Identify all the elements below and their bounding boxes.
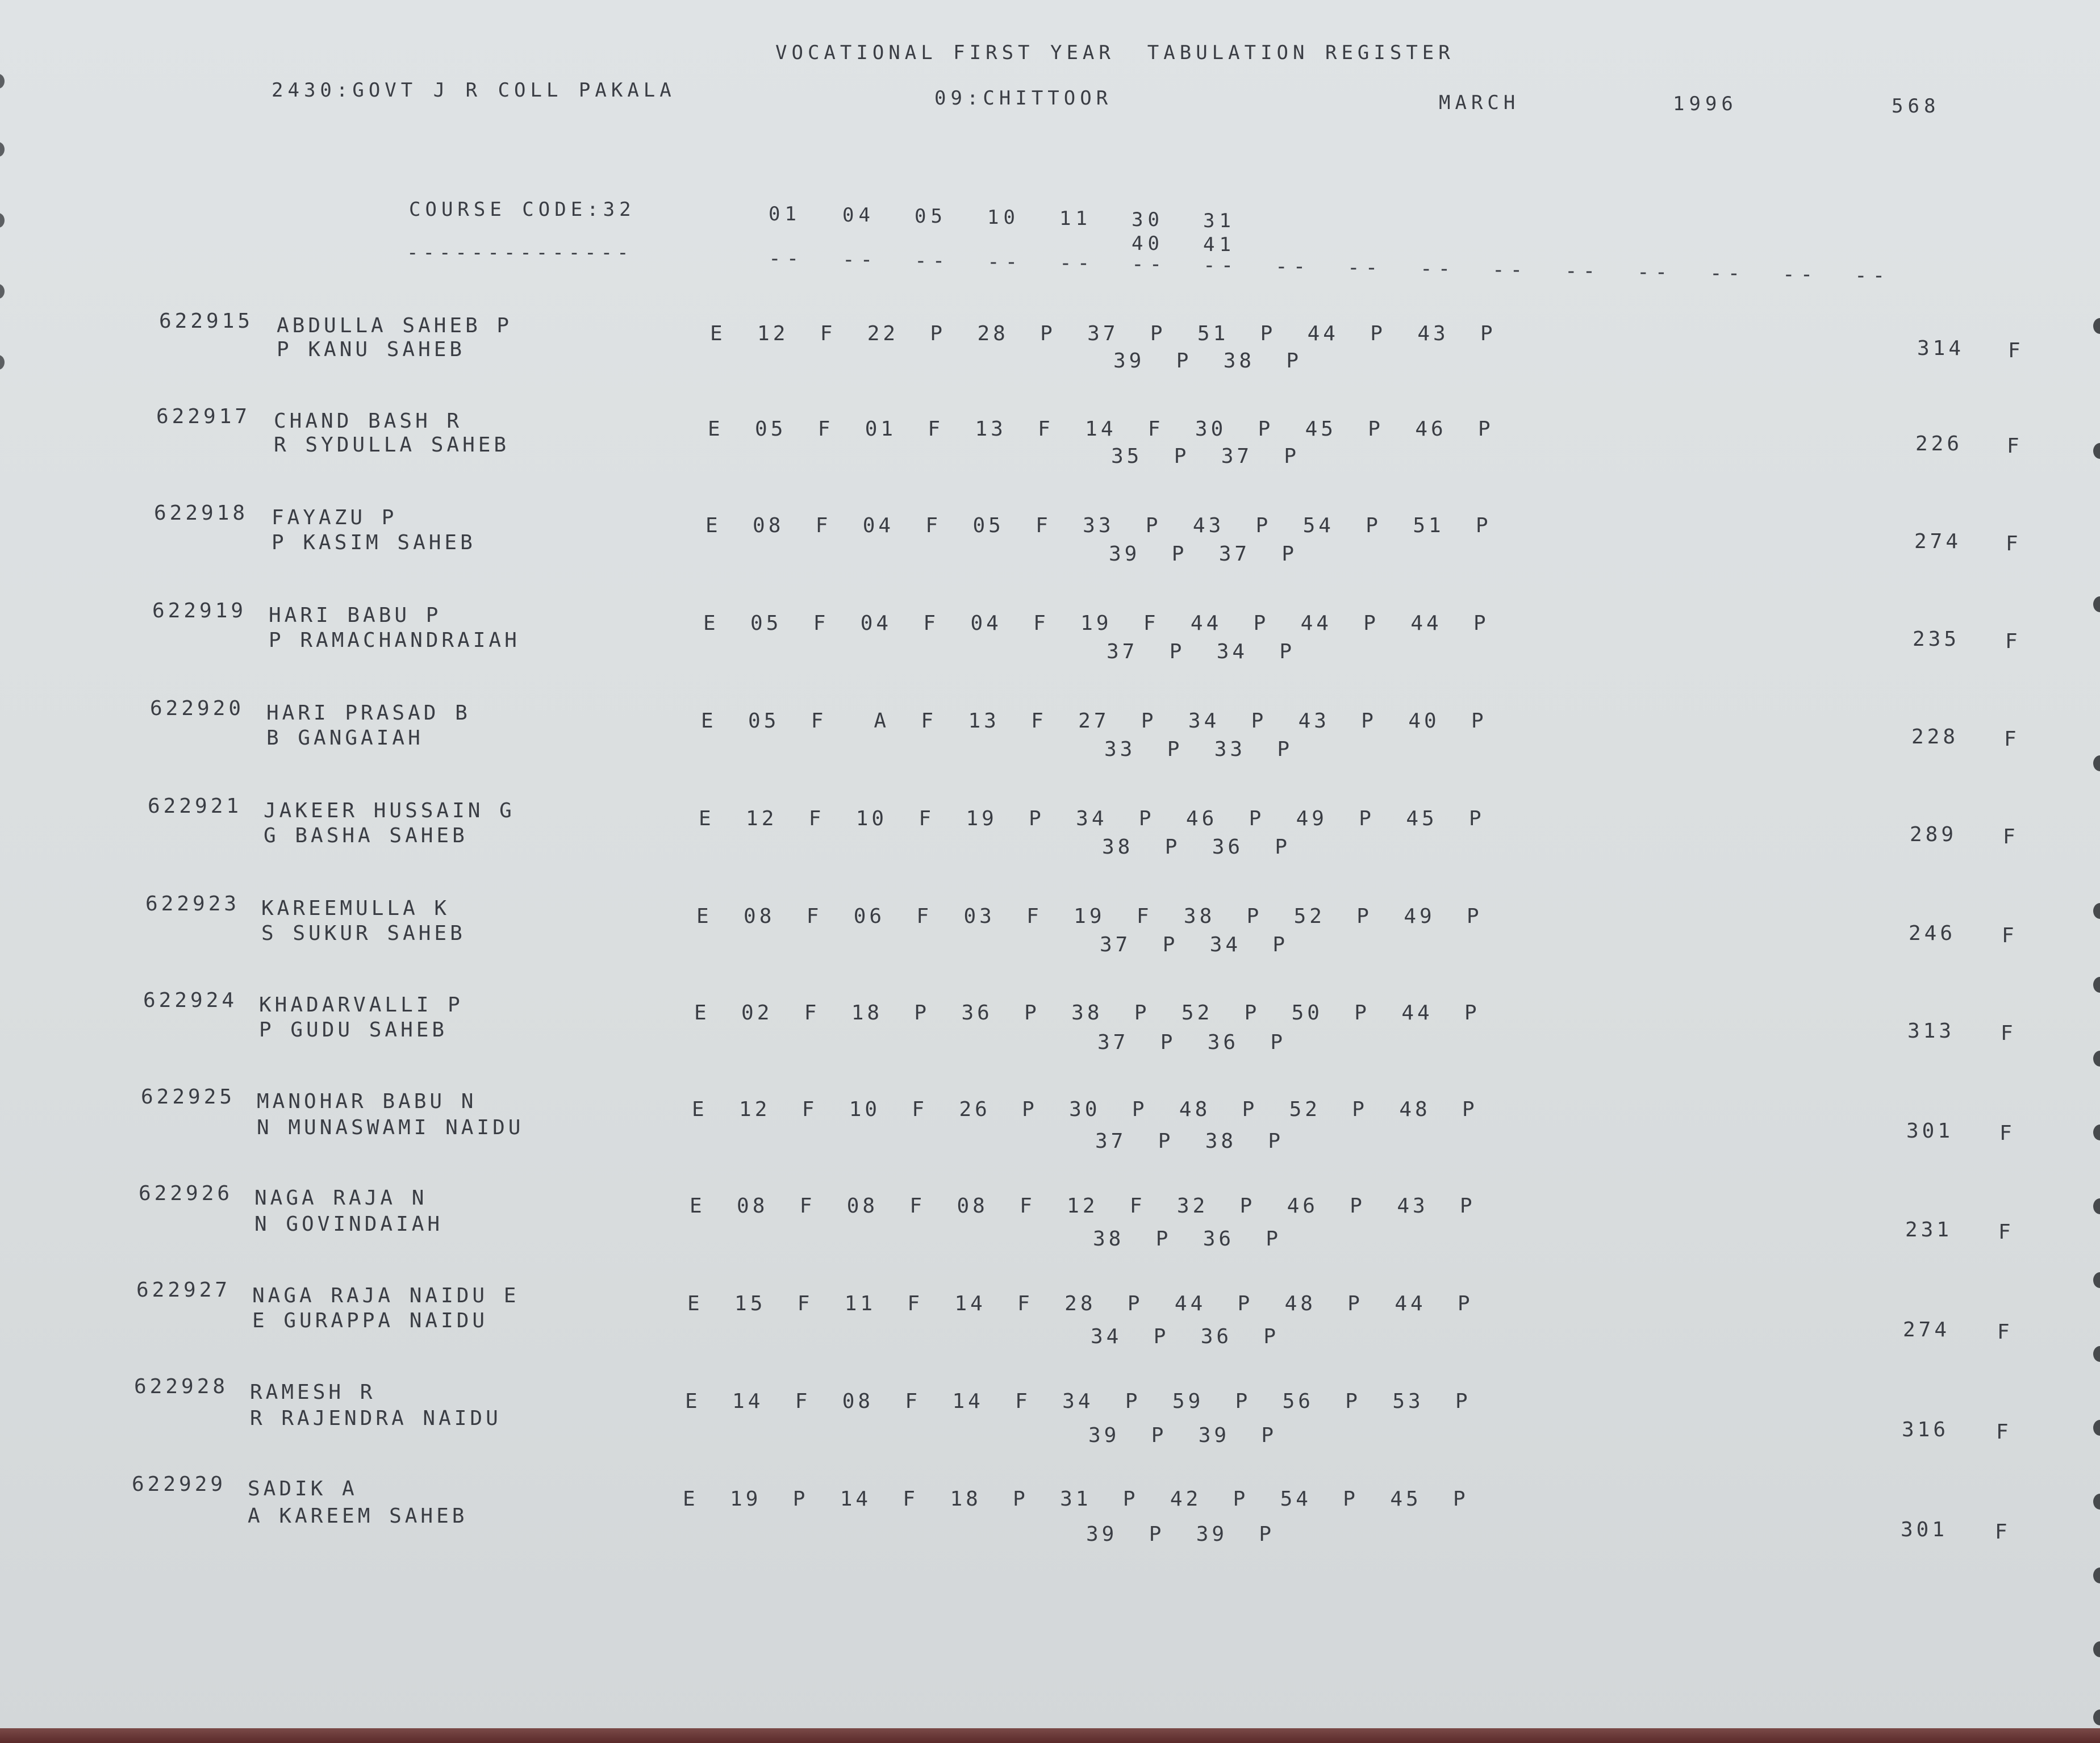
perforation-hole [2093, 977, 2100, 993]
perforation-hole [2093, 1272, 2100, 1288]
column-dash: -- [1492, 258, 1529, 282]
marks-line: E 05 F 04 F 04 F 19 F 44 P 44 P 44 P [703, 612, 1489, 635]
result-status: F [2002, 924, 2018, 947]
student-name: KAREEMULLA K [261, 897, 450, 920]
parent-name: S SUKUR SAHEB [261, 922, 466, 945]
student-name: CHAND BASH R [274, 409, 463, 433]
parent-name: P KASIM SAHEB [272, 531, 476, 554]
perforation-hole [2093, 1198, 2100, 1214]
perforation-hole [2093, 755, 2100, 771]
perforation-hole [2093, 1346, 2100, 1362]
marks-line: E 12 F 22 P 28 P 37 P 51 P 44 P 43 P [710, 322, 1496, 345]
student-name: KHADARVALLI P [259, 993, 464, 1017]
page-number: 568 [1892, 95, 1940, 118]
roll-number: 622926 [139, 1182, 233, 1205]
student-name: RAMESH R [250, 1381, 376, 1404]
total-marks: 313 [1907, 1019, 1955, 1043]
parent-name: N GOVINDAIAH [254, 1213, 444, 1236]
column-dash: -- [1420, 257, 1456, 281]
parent-name: N MUNASWAMI NAIDU [257, 1116, 524, 1139]
result-status: F [1999, 1122, 2015, 1145]
column-code: 41 [1203, 233, 1235, 256]
marks-line-2: 37 P 34 P [1107, 640, 1296, 663]
result-status: F [2003, 825, 2019, 848]
perforation-hole [0, 74, 5, 89]
column-dash: -- [987, 250, 1024, 274]
total-marks: 301 [1901, 1518, 1948, 1541]
column-dash: -- [1855, 264, 1891, 287]
result-status: F [2004, 728, 2020, 751]
marks-line: E 08 F 04 F 05 F 33 P 43 P 54 P 51 P [705, 514, 1492, 537]
perforation-hole [2093, 1420, 2100, 1436]
student-name: FAYAZU P [272, 506, 398, 529]
student-name: SADIK A [248, 1477, 358, 1500]
marks-line: E 05 F 01 F 13 F 14 F 30 P 45 P 46 P [708, 417, 1494, 441]
student-name: HARI BABU P [269, 604, 442, 627]
marks-line: E 08 F 08 F 08 F 12 F 32 P 46 P 43 P [690, 1194, 1476, 1218]
column-code: 30 [1132, 208, 1164, 231]
total-marks: 301 [1906, 1119, 1954, 1143]
result-status: F [1998, 1220, 2014, 1244]
parent-name: P RAMACHANDRAIAH [269, 629, 520, 652]
marks-line-2: 37 P 34 P [1100, 933, 1289, 956]
total-marks: 274 [1903, 1318, 1951, 1341]
paper-bottom-edge [0, 1728, 2100, 1743]
result-status: F [1995, 1520, 2011, 1544]
parent-name: P GUDU SAHEB [259, 1018, 448, 1042]
marks-line: E 14 F 08 F 14 F 34 P 59 P 56 P 53 P [685, 1390, 1471, 1413]
parent-name: A KAREEM SAHEB [248, 1504, 468, 1528]
parent-name: R RAJENDRA NAIDU [250, 1407, 502, 1430]
total-marks: 231 [1905, 1218, 1953, 1242]
column-dash: -- [915, 249, 951, 273]
parent-name: E GURAPPA NAIDU [252, 1309, 489, 1332]
total-marks: 289 [1910, 823, 1957, 846]
roll-number: 622924 [143, 989, 238, 1012]
student-name: NAGA RAJA N [254, 1186, 428, 1210]
marks-line: E 05 F A F 13 F 27 P 34 P 43 P 40 P [701, 709, 1487, 733]
marks-line-2: 39 P 39 P [1088, 1424, 1277, 1447]
column-dash: -- [769, 247, 805, 270]
roll-number: 622917 [156, 405, 251, 428]
roll-number: 622923 [145, 892, 240, 916]
marks-line-2: 39 P 39 P [1086, 1523, 1275, 1546]
marks-line-2: 37 P 38 P [1095, 1130, 1284, 1153]
marks-line: E 15 F 11 F 14 F 28 P 44 P 48 P 44 P [687, 1292, 1473, 1315]
column-dash: -- [1565, 260, 1601, 283]
result-status: F [2007, 434, 2023, 458]
marks-line-2: 39 P 37 P [1109, 542, 1298, 566]
result-status: F [2001, 1022, 2016, 1045]
marks-line: E 12 F 10 F 19 P 34 P 46 P 49 P 45 P [699, 807, 1485, 830]
perforation-hole [2093, 1709, 2100, 1725]
roll-number: 622928 [134, 1375, 229, 1398]
marks-line: E 02 F 18 P 36 P 38 P 52 P 50 P 44 P [694, 1001, 1480, 1025]
exam-month: MARCH [1439, 91, 1520, 114]
roll-number: 622929 [132, 1473, 227, 1496]
total-marks: 316 [1902, 1418, 1949, 1441]
college-name: 2430:GOVT J R COLL PAKALA [272, 79, 676, 102]
perforation-hole [2093, 318, 2100, 334]
total-marks: 314 [1917, 337, 1965, 360]
perforation-hole [2093, 596, 2100, 612]
marks-line-2: 37 P 36 P [1097, 1031, 1287, 1054]
result-status: F [2008, 339, 2024, 362]
parent-name: P KANU SAHEB [277, 338, 466, 361]
student-name: JAKEER HUSSAIN G [264, 799, 515, 822]
perforation-hole [2093, 443, 2100, 459]
student-name: ABDULLA SAHEB P [277, 314, 513, 337]
column-code: 01 [769, 203, 801, 225]
roll-number: 622927 [136, 1278, 231, 1302]
total-marks: 246 [1909, 922, 1956, 945]
marks-line-2: 38 P 36 P [1102, 835, 1291, 859]
marks-line-2: 35 P 37 P [1111, 445, 1300, 468]
column-dash: -- [1059, 252, 1096, 275]
perforation-hole [2093, 1641, 2100, 1657]
column-dash: -- [1710, 262, 1746, 285]
column-code: 10 [987, 206, 1020, 229]
perforation-hole [0, 142, 5, 157]
result-status: F [1996, 1420, 2012, 1444]
column-dash: -- [1275, 255, 1312, 278]
marks-line-2: 33 P 33 P [1104, 738, 1293, 761]
marks-line: E 12 F 10 F 26 P 30 P 48 P 52 P 48 P [692, 1098, 1478, 1121]
marks-line-2: 34 P 36 P [1091, 1325, 1280, 1348]
column-dash: -- [1637, 261, 1673, 284]
marks-line: E 19 P 14 F 18 P 31 P 42 P 54 P 45 P [683, 1487, 1469, 1511]
total-marks: 235 [1913, 628, 1960, 651]
result-status: F [1997, 1320, 2013, 1344]
column-dash: -- [1782, 263, 1819, 286]
roll-number: 622915 [159, 310, 254, 333]
result-status: F [2006, 532, 2022, 555]
perforation-hole [2093, 1051, 2100, 1067]
column-dash: -- [1203, 254, 1239, 277]
result-status: F [2005, 630, 2021, 653]
exam-year: 1996 [1673, 93, 1738, 115]
student-name: NAGA RAJA NAIDU E [252, 1284, 520, 1307]
parent-name: G BASHA SAHEB [264, 824, 468, 847]
total-marks: 228 [1911, 725, 1959, 749]
district-name: 09:CHITTOOR [934, 87, 1113, 110]
roll-number: 622921 [148, 795, 243, 818]
column-dash: -- [1347, 256, 1384, 279]
total-marks: 226 [1915, 432, 1963, 455]
roll-number: 622925 [141, 1085, 236, 1109]
marks-line-2: 38 P 36 P [1093, 1227, 1282, 1251]
parent-name: B GANGAIAH [266, 726, 424, 750]
perforation-hole [2093, 1568, 2100, 1583]
parent-name: R SYDULLA SAHEB [274, 433, 510, 457]
column-dash: -- [1132, 253, 1168, 276]
roll-number: 622919 [152, 599, 247, 622]
roll-number: 622920 [150, 697, 245, 720]
total-marks: 274 [1914, 530, 1962, 553]
perforation-hole [2093, 903, 2100, 919]
course-code-label: COURSE CODE:32 [409, 198, 636, 221]
column-code: 31 [1203, 210, 1235, 232]
student-name: MANOHAR BABU N [257, 1090, 477, 1113]
column-code: 05 [915, 205, 947, 228]
roll-number: 622918 [154, 501, 249, 525]
column-code: 11 [1059, 207, 1092, 230]
column-code: 04 [842, 204, 875, 227]
perforation-hole [2093, 1125, 2100, 1140]
perforation-hole [0, 284, 5, 299]
register-title: VOCATIONAL FIRST YEAR TABULATION REGISTER [775, 41, 1455, 64]
perforation-hole [0, 355, 5, 370]
column-code: 40 [1132, 232, 1164, 255]
perforation-hole [2093, 1494, 2100, 1510]
column-dash: -- [842, 248, 879, 271]
marks-line-2: 39 P 38 P [1113, 349, 1302, 373]
perforation-hole [0, 213, 5, 228]
student-name: HARI PRASAD B [266, 701, 471, 725]
marks-line: E 08 F 06 F 03 F 19 F 38 P 52 P 49 P [696, 905, 1483, 928]
course-code-underline: -------------- [407, 241, 633, 264]
